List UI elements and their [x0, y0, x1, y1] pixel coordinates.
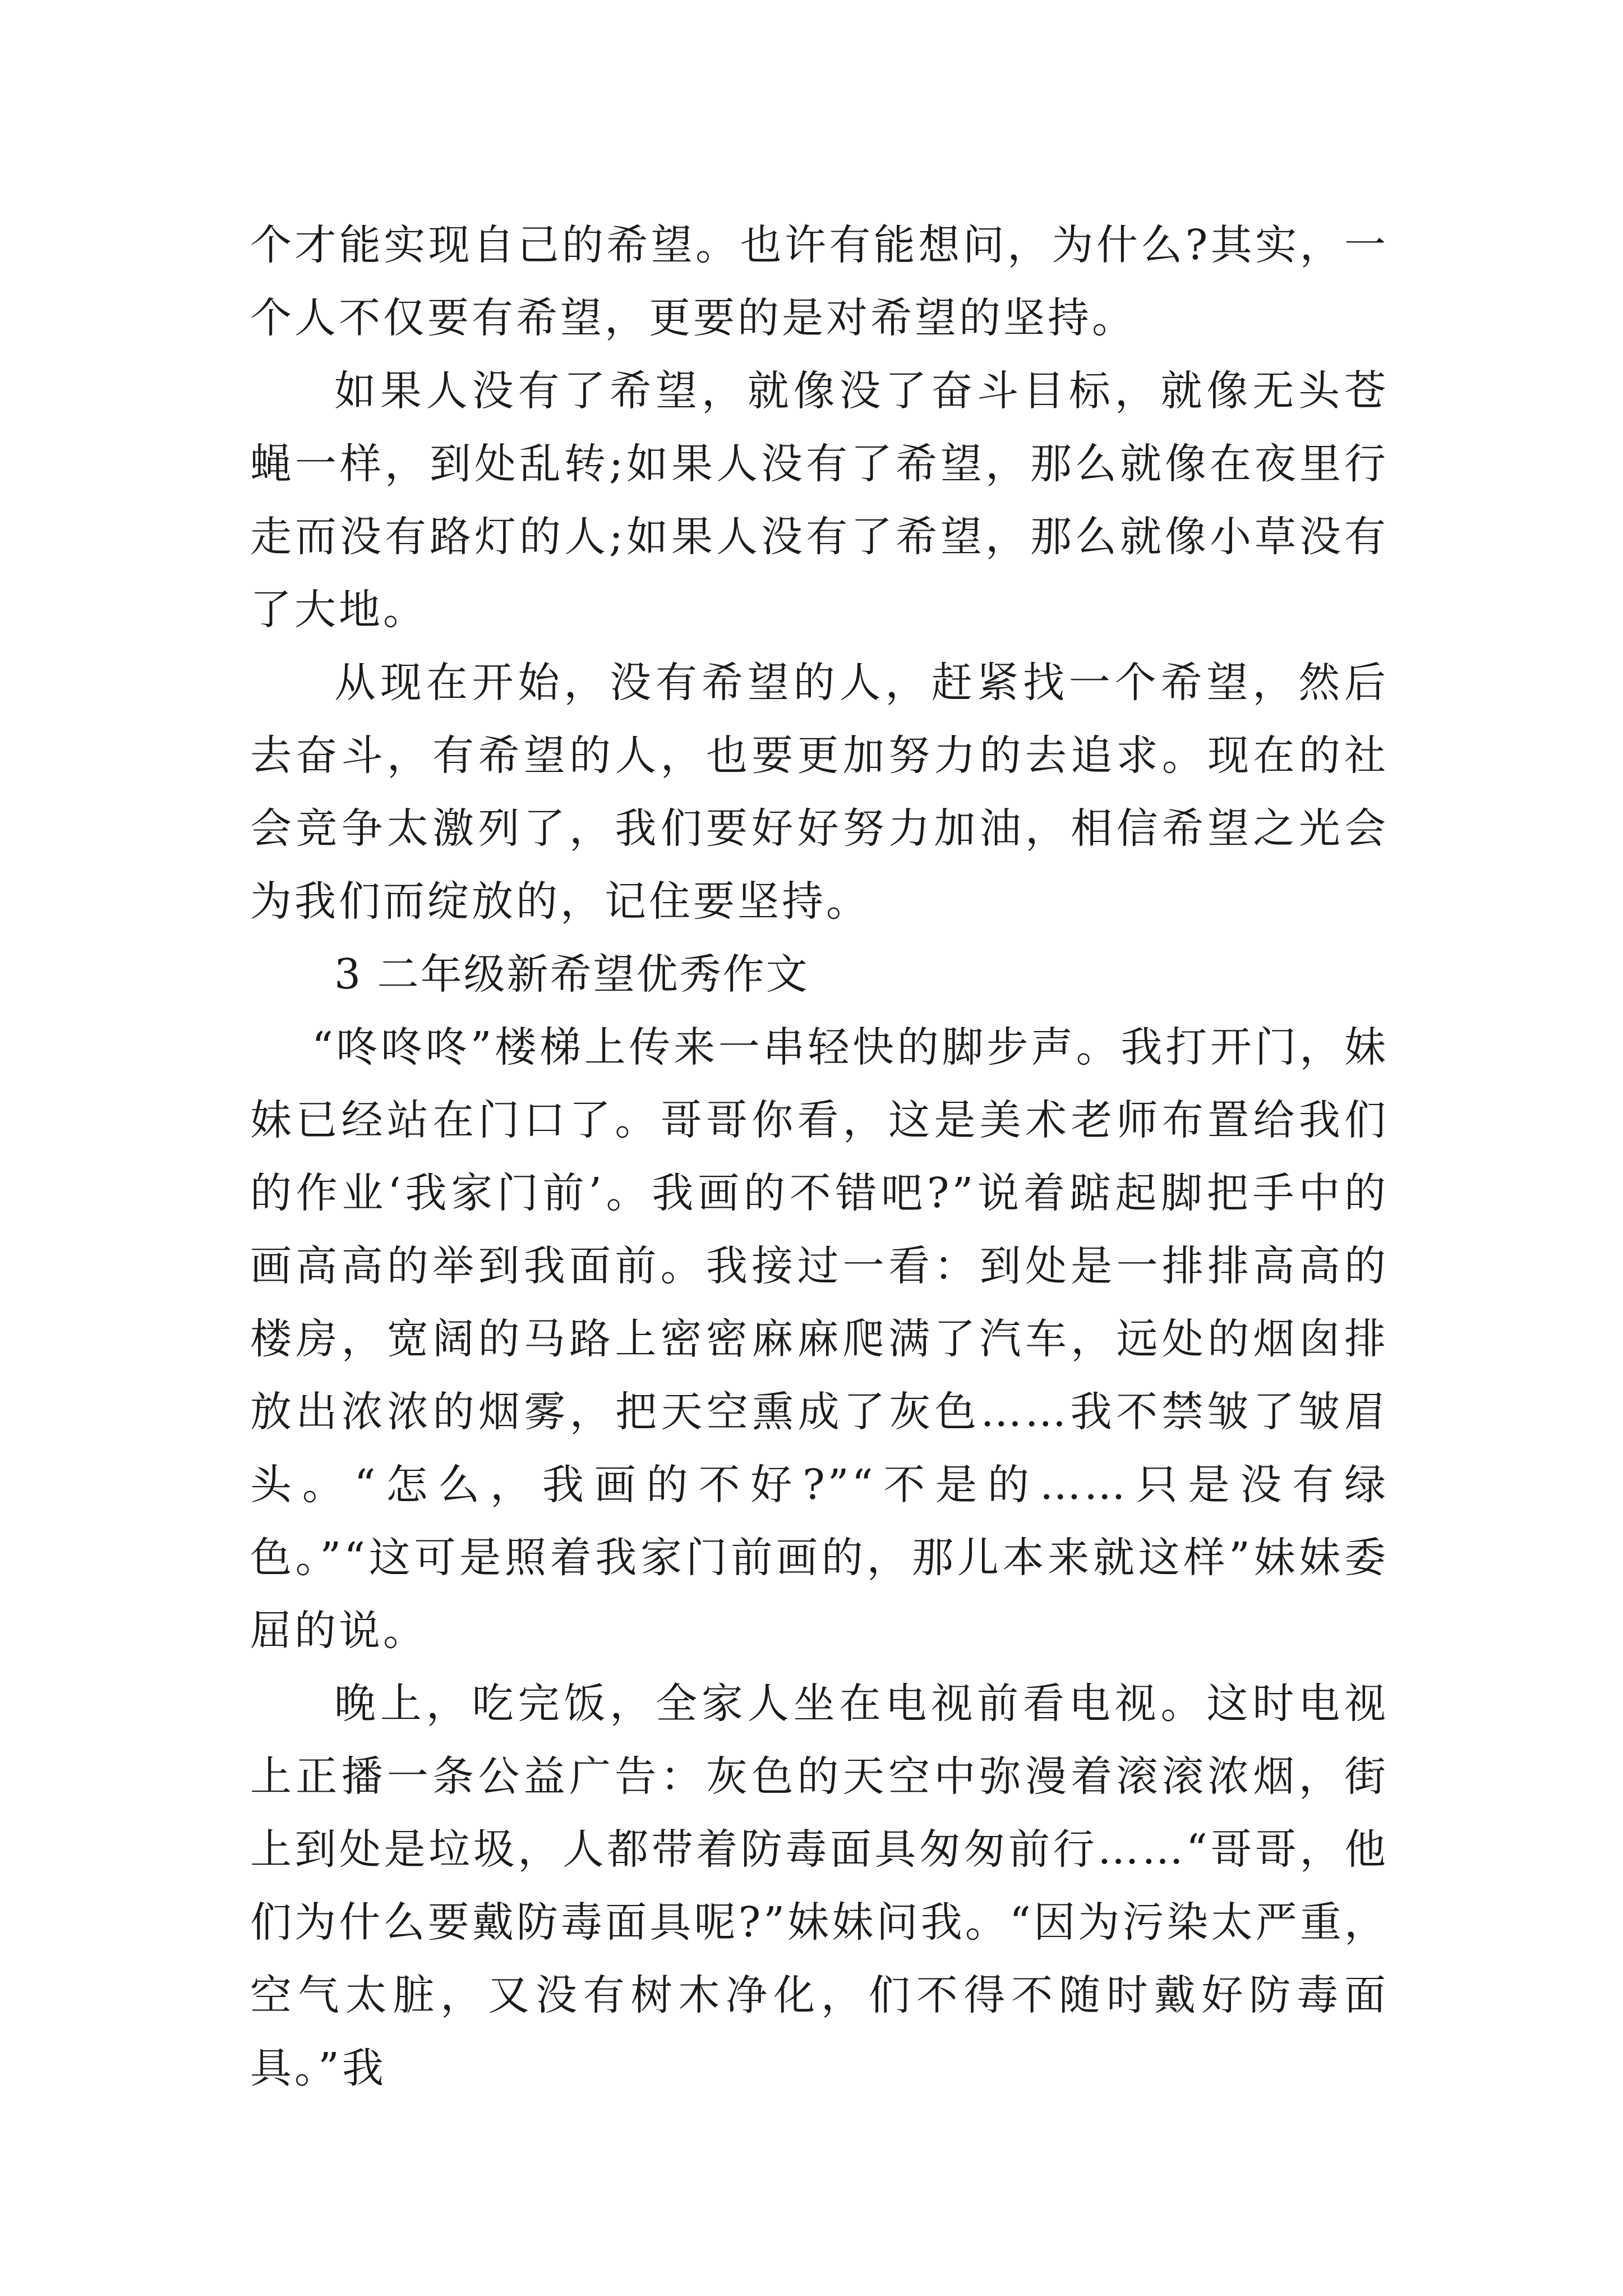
document-body	[250, 209, 1389, 2105]
paragraph-drawing: “咚咚咚”楼梯上传来一串轻快的脚步声。我打开门，妹妹已经站在门口了。哥哥你看，这是美术老师布置给我们的作业‘我家门前’。我画的不错吧?”说着踮起脚把手中的画高高的举到我面前。我接过一看：到处是一排排高高的楼房，宽阔的马路上密密麻麻爬满了汽车，远处的烟囱排放出浓浓的烟雾，把天空熏成了灰色……我不禁皱了皱眉头。“怎么，我画的不好?”“不是的……只是没有绿色。”“这可是照着我家门前画的，那儿本来就这样”妹妹委屈的说。	[250, 1023, 1389, 1655]
paragraph-start-now: 从现在开始，没有希望的人，赶紧找一个希望，然后去奋斗，有希望的人，也要更加努力的去追求。现在的社会竞争太激列了，我们要好好努力加油，相信希望之光会为我们而绽放的，记住要坚持。	[250, 659, 1389, 926]
paragraph-no-hope: 如果人没有了希望，就像没了奋斗目标，就像无头苍蝇一样，到处乱转;如果人没有了希望，那么就像在夜里行走而没有路灯的人;如果人没有了希望，那么就像小草没有了大地。	[250, 367, 1389, 634]
paragraph-evening-tv: 晚上，吃完饭，全家人坐在电视前看电视。这时电视上正播一条公益广告：灰色的天空中弥漫着滚滚浓烟，街上到处是垃圾，人都带着防毒面具匆匆前行……“哥哥，他们为什么要戴防毒面具呢?”妹妹问我。“因为污染太严重，空气太脏，又没有树木净化，们不得不随时戴好防毒面具。”我	[250, 1680, 1389, 2092]
essay-heading: 3 二年级新希望优秀作文	[334, 950, 809, 999]
paragraph-continuation: 个才能实现自己的希望。也许有能想问，为什么?其实，一个人不仅要有希望，更要的是对希望的坚持。	[250, 221, 1389, 342]
